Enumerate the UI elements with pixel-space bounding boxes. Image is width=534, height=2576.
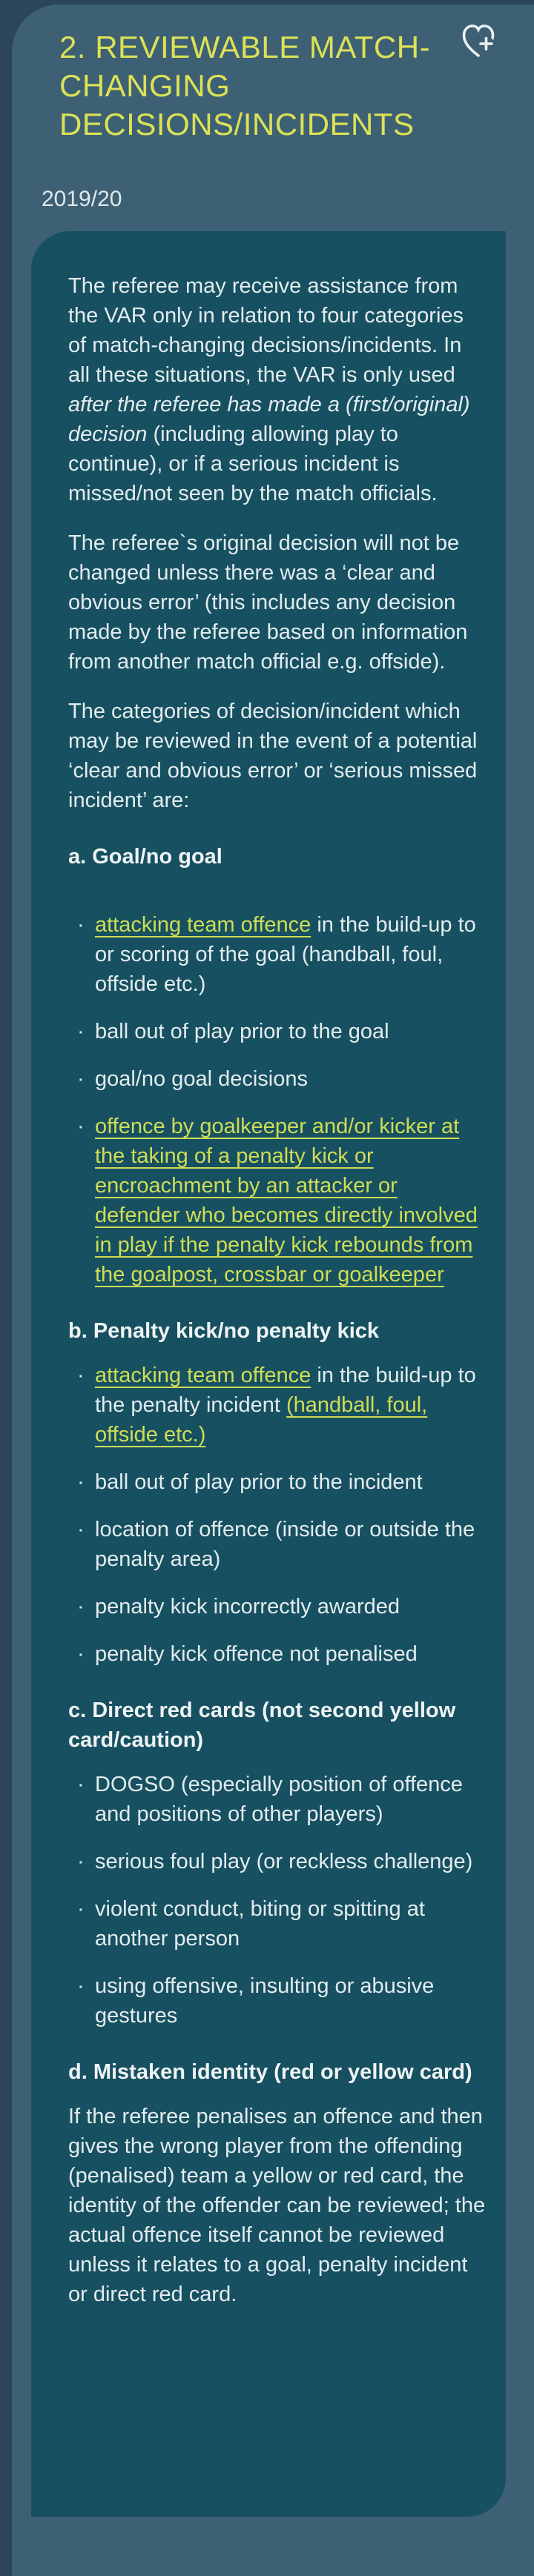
section-a-heading: a. Goal/no goal [68, 845, 222, 869]
text-segment: penalty kick incorrectly awarded [95, 1595, 400, 1619]
list-item [68, 1971, 487, 2031]
list-item [68, 1017, 487, 1046]
text-segment: (including allowing play to continue), or if a serious incident is missed/not seen by the match officials. [68, 422, 438, 505]
bullet-dot: · [77, 1020, 85, 1043]
text-segment: in the build-up to the penalty incident [95, 1364, 476, 1417]
handball-foul-offside-link[interactable]: (handball, foul, offside etc.) [95, 1393, 428, 1447]
text-segment: The referee may receive assistance from the VAR only in relation to four categories of match-changing decisions/incidents. In all these situations, the VAR is only used [68, 274, 464, 387]
bullet-dot: · [77, 1067, 85, 1091]
list-item [68, 1515, 487, 1574]
text-segment: in the build-up to or scoring of the goal (handball, foul, offside etc.) [95, 913, 476, 996]
text-segment: penalty kick offence not penalised [95, 1642, 418, 1666]
text-segment: DOGSO (especially position of offence and positions of other players) [95, 1773, 463, 1826]
page-header [12, 4, 534, 212]
text-segment: ball out of play prior to the goal [95, 1020, 389, 1043]
section-a-list [68, 910, 487, 1289]
season-label: 2019/20 [42, 187, 122, 211]
list-item [68, 1361, 487, 1450]
penalty-kick-offence-link[interactable]: offence by goalkeeper and/or kicker at the taking of a penalty kick or encroachment by an attacker or defender who becomes directly involved in play if the penalty kick rebounds from the goalpost, crossbar or goalkeeper [95, 1115, 478, 1287]
section-c-list [68, 1770, 487, 2031]
text-segment: location of offence (inside or outside the penalty area) [95, 1518, 475, 1571]
content-card [31, 231, 506, 2517]
list-item [68, 1847, 487, 1876]
list-item [68, 1467, 487, 1497]
list-item [68, 1894, 487, 1953]
intro-paragraph-3: The categories of decision/incident which may be reviewed in the event of a potential ‘clear and obvious error’ or ‘serious missed incident’ are: [68, 700, 478, 812]
section-b-list [68, 1361, 487, 1669]
list-item [68, 1112, 487, 1289]
list-item [68, 910, 487, 999]
bullet-dot: · [77, 1974, 85, 1998]
bullet-dot: · [77, 1518, 85, 1541]
list-item [68, 1770, 487, 1829]
section-c-heading: c. Direct red cards (not second yellow card/caution) [68, 1699, 456, 1752]
section-b-heading: b. Penalty kick/no penalty kick [68, 1319, 380, 1343]
intro-paragraph-2: The referee`s original decision will not be changed unless there was a ‘clear and obvious error’ (this includes any decision made by the referee based on information from another match official e.g. offside). [68, 531, 468, 674]
attacking-team-offence-link[interactable]: attacking team offence [95, 1364, 312, 1387]
page-title: 2. REVIEWABLE MATCH-CHANGING DECISIONS/INCIDENTS [59, 30, 431, 142]
list-item [68, 1639, 487, 1669]
bullet-dot: · [77, 1850, 85, 1873]
bullet-dot: · [77, 1773, 85, 1796]
text-segment: violent conduct, biting or spitting at another person [95, 1897, 425, 1951]
attacking-team-offence-link[interactable]: attacking team offence [95, 913, 312, 937]
heart-plus-icon [460, 22, 498, 61]
italic-text-segment: after the referee has made a (first/original) decision [68, 393, 470, 446]
intro-paragraph-1 [68, 271, 487, 508]
text-segment: ball out of play prior to the incident [95, 1470, 423, 1494]
list-item [68, 1064, 487, 1094]
bullet-dot: · [77, 1897, 85, 1921]
bullet-dot: · [77, 1115, 85, 1138]
list-item [68, 1592, 487, 1621]
bullet-dot: · [77, 1470, 85, 1494]
text-segment: using offensive, insulting or abusive gestures [95, 1974, 435, 2028]
bullet-dot: · [77, 1364, 85, 1387]
bullet-dot: · [77, 1595, 85, 1619]
favorite-button[interactable] [460, 22, 498, 61]
text-segment: serious foul play (or reckless challenge) [95, 1850, 473, 1873]
section-d-heading: d. Mistaken identity (red or yellow card) [68, 2060, 472, 2084]
section-d-paragraph: If the referee penalises an offence and then gives the wrong player from the offending (penalised) team a yellow or red card, the identity of the offender can be reviewed; the actual offence itself cannot be reviewed unless it relates to a goal, penalty incident or direct red card. [68, 2105, 486, 2306]
bullet-dot: · [77, 913, 85, 937]
bullet-dot: · [77, 1642, 85, 1666]
text-segment: goal/no goal decisions [95, 1067, 308, 1091]
content-panel [12, 4, 534, 2576]
